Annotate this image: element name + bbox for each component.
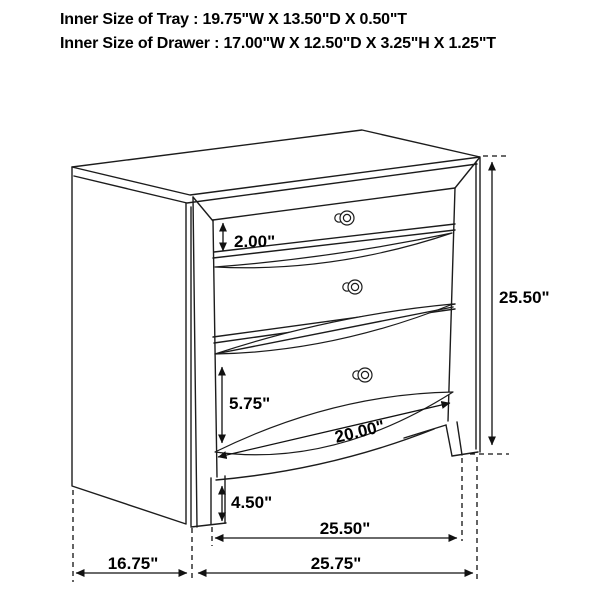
- drawer1-knob-center: [351, 283, 358, 290]
- side-depth-label: 16.75": [107, 554, 159, 573]
- left-leg-bottom: [191, 523, 226, 527]
- tray-height-label: 2.00": [234, 232, 276, 251]
- top-surface: [72, 130, 480, 195]
- drawer2-sculpt-chord: [215, 307, 453, 354]
- extension-lines: [73, 156, 509, 582]
- overall-height-label: 25.50": [499, 288, 550, 307]
- front-width-label: 25.50": [319, 519, 371, 538]
- drawer-height-label: 5.75": [229, 394, 271, 413]
- base-height-label: 4.50": [231, 493, 273, 512]
- drawer1-knob: [343, 280, 362, 294]
- drawer-width-label: 20.00": [332, 416, 387, 447]
- drawer-spec-text: Inner Size of Drawer : 17.00"W X 12.50"D X 3.25"H X 1.25"T: [60, 35, 496, 52]
- tray-spec-text: Inner Size of Tray : 19.75"W X 13.50"D X 0.50"T: [60, 11, 407, 28]
- overall-width-label: 25.75": [310, 554, 362, 573]
- top-rail-bottom-edge: [213, 188, 455, 220]
- dimension-labels: [108, 232, 550, 573]
- side-panel: [72, 167, 186, 524]
- front-left-stile-outer: [193, 197, 197, 527]
- drawer2-knob-center: [361, 371, 368, 378]
- nightstand-outline: [72, 130, 480, 527]
- tray-knob: [335, 211, 354, 225]
- right-leg-face-line: [457, 422, 462, 455]
- right-leg-left-edge: [446, 425, 452, 456]
- dimension-arrows: [76, 162, 492, 573]
- base-shoulder-right: [404, 425, 446, 438]
- tray-knob-center: [343, 214, 350, 221]
- drawer2-knob: [353, 368, 372, 382]
